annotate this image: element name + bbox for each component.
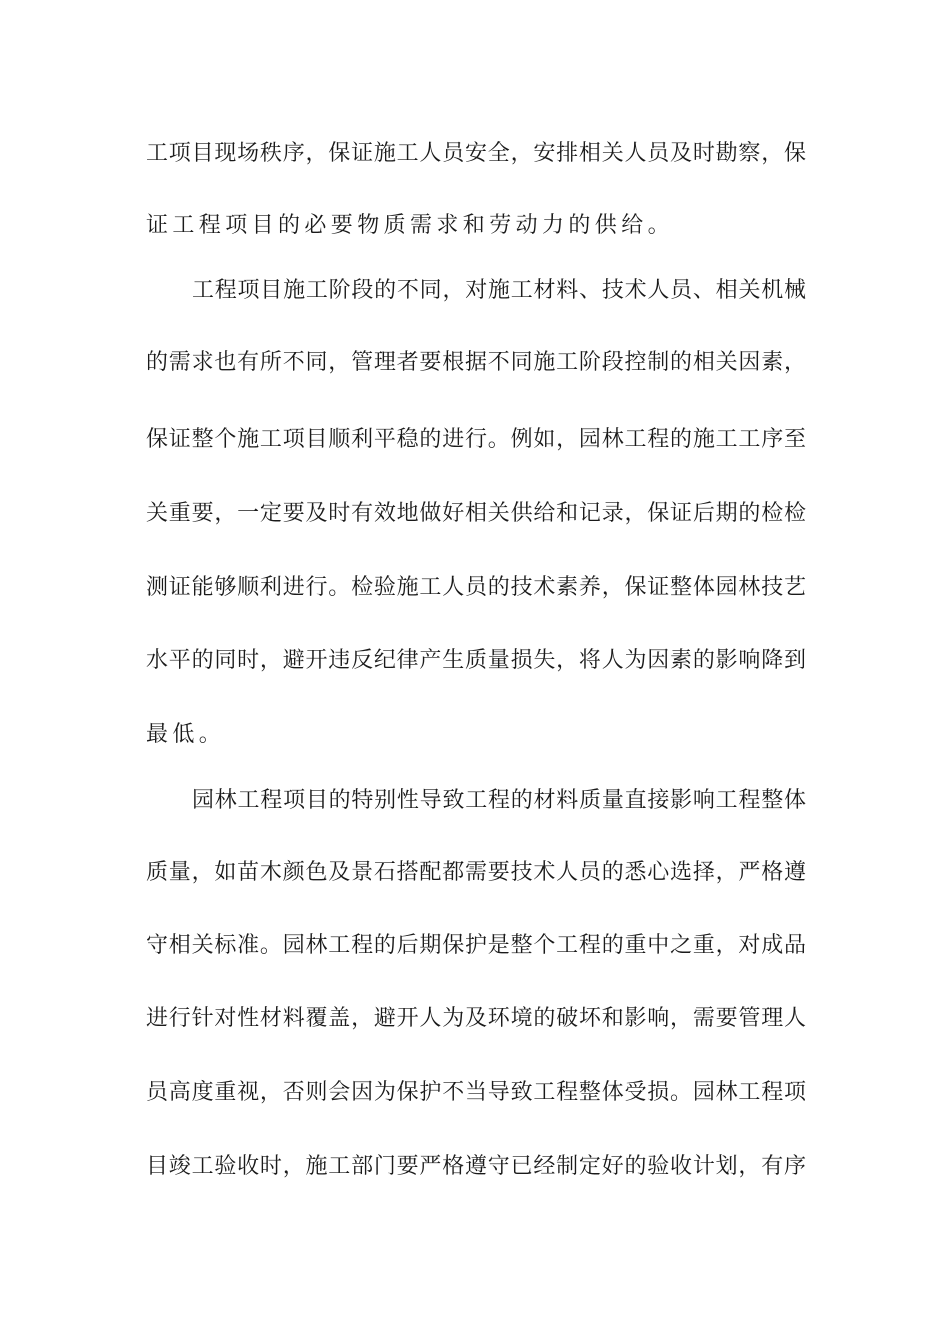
text-line: 质量，如苗木颜色及景石搭配都需要技术人员的悉心选择，严格遵 — [146, 860, 806, 885]
text-line: 目竣工验收时，施工部门要严格遵守已经制定好的验收计划，有序 — [146, 1154, 806, 1179]
text-line: 园林工程项目的特别性导致工程的材料质量直接影响工程整体 — [192, 788, 806, 813]
text-line: 工程项目施工阶段的不同，对施工材料、技术人员、相关机械 — [192, 278, 806, 303]
text-line: 水平的同时，避开违反纪律产生质量损失，将人为因素的影响降到 — [146, 648, 806, 673]
text-line: 守相关标准。园林工程的后期保护是整个工程的重中之重，对成品 — [146, 933, 806, 958]
text-line: 进行针对性材料覆盖，避开人为及环境的破坏和影响，需要管理人 — [146, 1006, 806, 1031]
text-line: 员高度重视，否则会因为保护不当导致工程整体受损。园林工程项 — [146, 1080, 806, 1105]
text-line: 工项目现场秩序，保证施工人员安全，安排相关人员及时勘察，保 — [146, 141, 806, 166]
text-line: 保证整个施工项目顺利平稳的进行。例如，园林工程的施工工序至 — [146, 427, 806, 452]
text-line: 证工程项目的必要物质需求和劳动力的供给。 — [146, 213, 675, 238]
text-line: 关重要，一定要及时有效地做好相关供给和记录，保证后期的检检 — [146, 501, 806, 526]
text-line: 的需求也有所不同，管理者要根据不同施工阶段控制的相关因素， — [146, 350, 806, 375]
text-line: 最低。 — [146, 722, 226, 747]
text-line: 测证能够顺利进行。检验施工人员的技术素养，保证整体园林技艺 — [146, 575, 806, 600]
